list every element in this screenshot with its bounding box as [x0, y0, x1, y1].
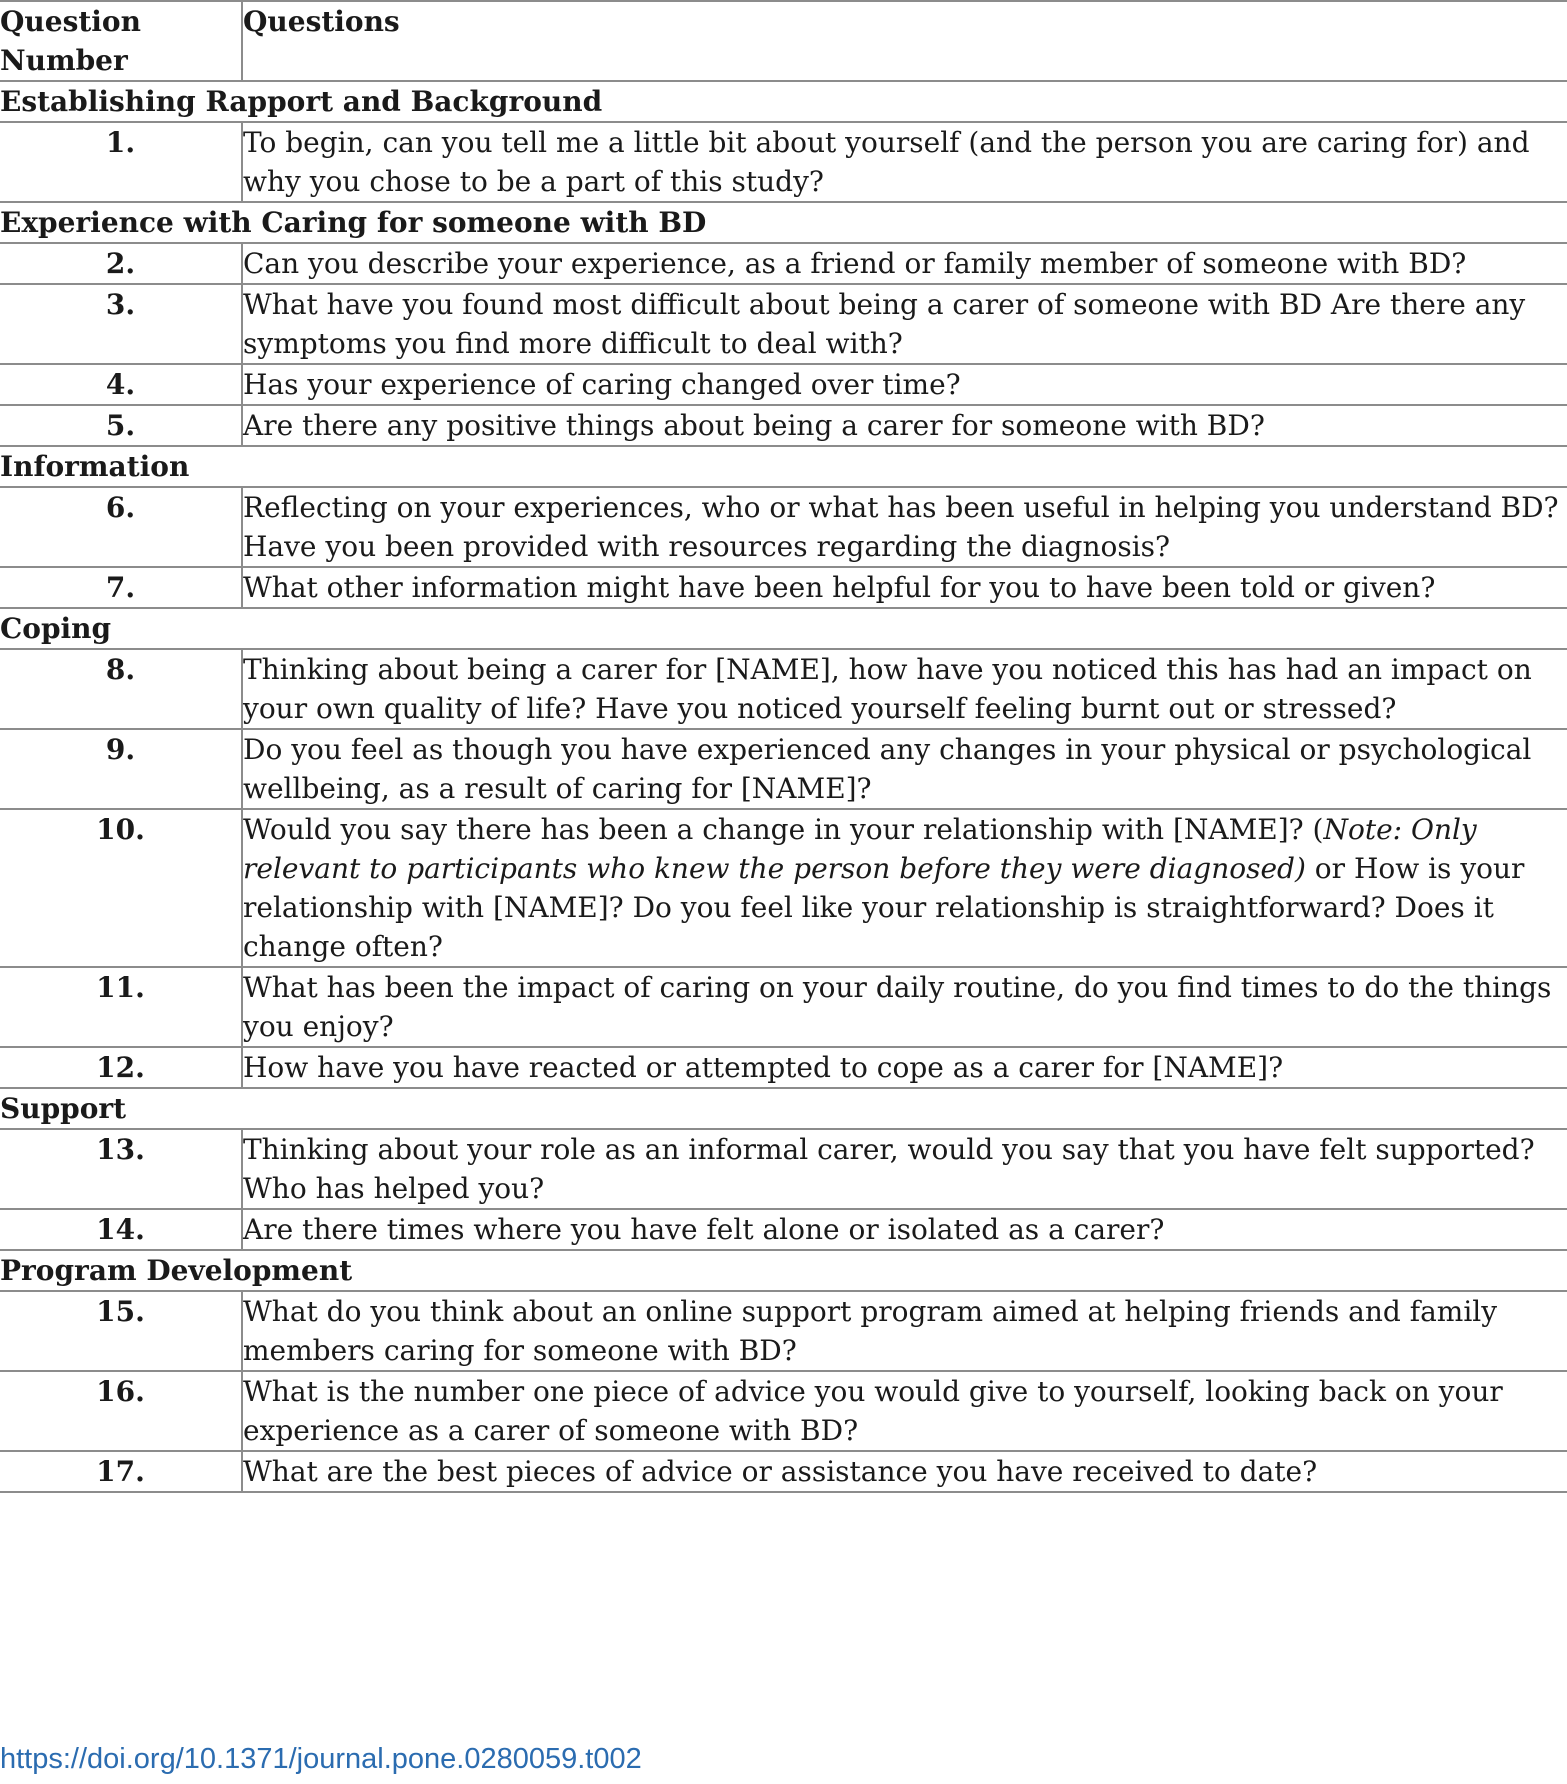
section-title: Coping [0, 612, 112, 645]
section-row [0, 202, 1567, 243]
table-row [0, 729, 1567, 809]
section-title: Information [0, 450, 190, 483]
question-number: 4. [0, 364, 242, 405]
note-label: Note [1323, 813, 1393, 846]
section-title: Program Development [0, 1254, 353, 1287]
question-text-part: Would you say there has been a change in your relationship with [NAME]? ( [243, 813, 1324, 846]
column-header-question-number: Question Number [0, 1, 242, 81]
section-title: Experience with Caring for someone with BD [0, 206, 707, 239]
question-text: Thinking about your role as an informal carer, would you say that you have felt supported? Who has helped you? [243, 1133, 1535, 1205]
question-number: 13. [0, 1129, 242, 1209]
question-text [242, 809, 1567, 967]
table-row [0, 567, 1567, 608]
question-number: 1. [0, 122, 242, 202]
section-title: Support [0, 1092, 127, 1125]
question-number: 2. [0, 243, 242, 284]
question-text: What has been the impact of caring on your daily routine, do you find times to do the things you enjoy? [243, 971, 1552, 1043]
table-row [0, 122, 1567, 202]
table-row [0, 284, 1567, 364]
question-number: 10. [0, 809, 242, 967]
section-row [0, 1250, 1567, 1291]
table-row [0, 405, 1567, 446]
question-text: What other information might have been helpful for you to have been told or given? [243, 571, 1436, 604]
question-number: 16. [0, 1371, 242, 1451]
question-number: 11. [0, 967, 242, 1047]
section-row [0, 81, 1567, 122]
table-row [0, 649, 1567, 729]
question-text: Are there times where you have felt alone or isolated as a carer? [243, 1213, 1165, 1246]
table-row [0, 1129, 1567, 1209]
question-text: To begin, can you tell me a little bit about yourself (and the person you are caring for) and why you chose to be a part of this study? [243, 126, 1530, 198]
table-row [0, 1047, 1567, 1088]
question-text: How have you have reacted or attempted to cope as a carer for [NAME]? [243, 1051, 1284, 1084]
question-number: 3. [0, 284, 242, 364]
table-row [0, 487, 1567, 567]
table-row [0, 1371, 1567, 1451]
question-text: What is the number one piece of advice you would give to yourself, looking back on your experience as a carer of someone with BD? [243, 1375, 1503, 1447]
question-number: 6. [0, 487, 242, 567]
question-number: 14. [0, 1209, 242, 1250]
note-text: : Only relevant to participants who knew the person before they were diagnosed) [243, 813, 1477, 885]
question-text: Are there any positive things about being a carer for someone with BD? [243, 409, 1265, 442]
section-title: Establishing Rapport and Background [0, 85, 603, 118]
question-text: What do you think about an online support program aimed at helping friends and family members caring for someone with BD? [243, 1295, 1498, 1367]
table-row [0, 1451, 1567, 1492]
question-text: Thinking about being a carer for [NAME], how have you noticed this has had an impact on your own quality of life? Have you noticed yourself feeling burnt out or stressed? [243, 653, 1532, 725]
question-text: What have you found most difficult about being a carer of someone with BD Are there any symptoms you find more difficult to deal with? [243, 288, 1526, 360]
question-text: Do you feel as though you have experienced any changes in your physical or psychological wellbeing, as a result of caring for [NAME]? [243, 733, 1532, 805]
question-number: 17. [0, 1451, 242, 1492]
section-row [0, 1088, 1567, 1129]
question-number: 5. [0, 405, 242, 446]
question-text-part: or How is your relationship with [NAME]? Do you feel like your relationship is straightforward? Does it change often? [243, 852, 1525, 963]
table-row [0, 364, 1567, 405]
column-header-questions: Questions [243, 5, 400, 38]
question-number: 15. [0, 1291, 242, 1371]
section-row [0, 446, 1567, 487]
table-row [0, 243, 1567, 284]
question-number: 9. [0, 729, 242, 809]
doi-link[interactable]: https://doi.org/10.1371/journal.pone.0280059.t002 [0, 1743, 642, 1775]
table-row [0, 967, 1567, 1047]
table-row [0, 809, 1567, 967]
question-text: What are the best pieces of advice or assistance you have received to date? [243, 1455, 1318, 1488]
table-row [0, 1209, 1567, 1250]
question-number: 8. [0, 649, 242, 729]
table-header-row [0, 1, 1567, 81]
question-number: 12. [0, 1047, 242, 1088]
question-number: 7. [0, 567, 242, 608]
question-text: Reflecting on your experiences, who or what has been useful in helping you understand BD? Have you been provided with resources regarding the diagnosis? [243, 491, 1559, 563]
question-text: Has your experience of caring changed over time? [243, 368, 961, 401]
section-row [0, 608, 1567, 649]
question-text: Can you describe your experience, as a friend or family member of someone with BD? [243, 247, 1467, 280]
table-row [0, 1291, 1567, 1371]
